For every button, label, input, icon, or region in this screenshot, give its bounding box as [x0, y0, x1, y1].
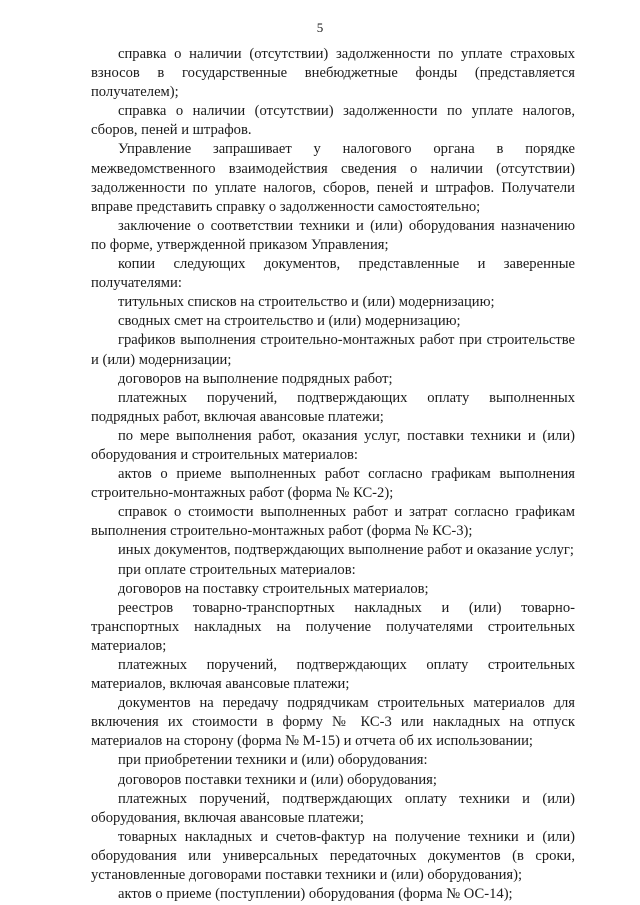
paragraph: копии следующих документов, представленные и заверенные получателями:: [91, 256, 575, 292]
paragraph: заключение о соответствии техники и (или) оборудования назначению по форме, утвержденной приказом Управления;: [91, 217, 575, 253]
paragraph: платежных поручений, подтверждающих оплату выполненных подрядных работ, включая авансовые платежи;: [91, 389, 575, 425]
paragraph: иных документов, подтверждающих выполнение работ и оказание услуг;: [118, 542, 574, 559]
paragraph: договоров поставки техники и (или) оборудования;: [118, 771, 437, 788]
paragraph: справка о наличии (отсутствии) задолженности по уплате налогов, сборов, пеней и штрафов.: [91, 103, 575, 139]
paragraph: графиков выполнения строительно-монтажных работ при строительстве и (или) модернизации;: [91, 332, 575, 368]
paragraph: товарных накладных и счетов-фактур на получение техники и (или) оборудования или универсальных передаточных документов (в сроки, установленные договорами поставки техники и (или) оборудования);: [91, 828, 575, 884]
paragraph: актов о приеме выполненных работ согласно графикам выполнения строительно-монтажных работ (форма № КС-2);: [91, 466, 575, 502]
paragraph: при оплате строительных материалов:: [118, 561, 356, 578]
paragraph: при приобретении техники и (или) оборудования:: [118, 752, 428, 769]
paragraph: реестров товарно-транспортных накладных и (или) товарно-транспортных накладных на получение получателями строительных материалов;: [91, 599, 575, 654]
paragraph: справок о стоимости выполненных работ и затрат согласно графикам выполнения строительно-монтажных работ (форма № КС-3);: [91, 504, 575, 540]
paragraph: платежных поручений, подтверждающих оплату техники и (или) оборудования, включая авансовые платежи;: [91, 790, 575, 826]
page-number: 5: [316, 20, 324, 35]
paragraph: титульных списков на строительство и (или) модернизацию;: [118, 294, 495, 311]
paragraph: по мере выполнения работ, оказания услуг, поставки техники и (или) оборудования и строительных материалов:: [91, 427, 575, 463]
paragraph: договоров на поставку строительных материалов;: [118, 580, 429, 597]
paragraph: договоров на выполнение подрядных работ;: [118, 370, 393, 387]
paragraph: сводных смет на строительство и (или) модернизацию;: [118, 313, 461, 330]
paragraph: актов о приеме (поступлении) оборудования (форма № ОС-14);: [118, 886, 513, 903]
paragraph: платежных поручений, подтверждающих оплату строительных материалов, включая авансовые платежи;: [91, 657, 575, 693]
document-body: [91, 45, 575, 904]
paragraph: справка о наличии (отсутствии) задолженности по уплате страховых взносов в государственные внебюджетные фонды (представляется получателем);: [91, 46, 575, 101]
paragraph: документов на передачу подрядчикам строительных материалов для включения их стоимости в форму № КС-3 или накладных на отпуск материалов на сторону (форма № М-15) и отчета об их использовании;: [91, 695, 575, 750]
paragraph: Управление запрашивает у налогового органа в порядке межведомственного взаимодействия сведения о наличии (отсутствии) задолженности по уплате налогов, сборов, пеней и штрафов. Получатели вправе представить справку о задолженности самостоятельно;: [91, 141, 575, 215]
